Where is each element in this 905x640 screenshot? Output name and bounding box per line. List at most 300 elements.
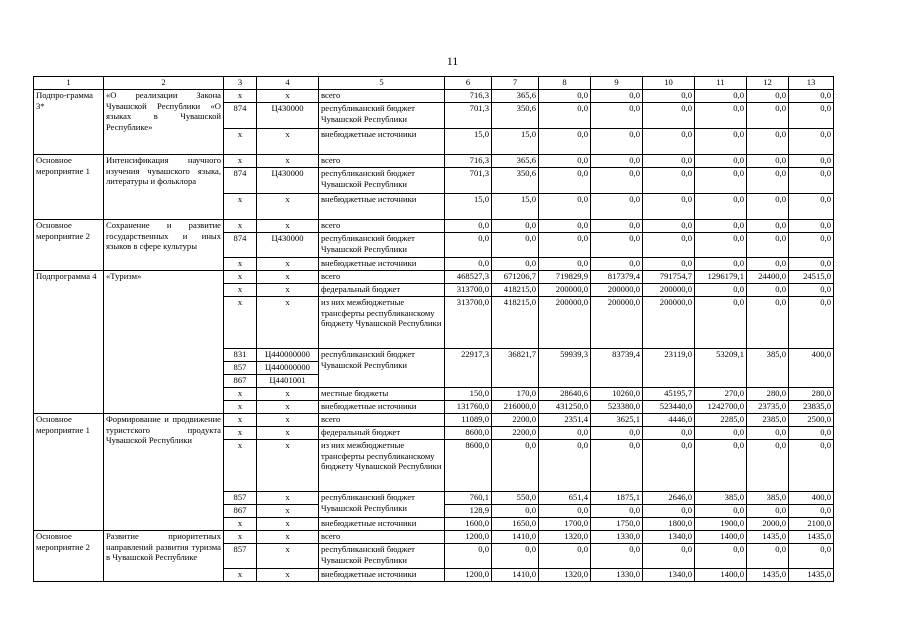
value-cell: 0,0 xyxy=(695,297,747,349)
classification-code-cell: Ц430000 xyxy=(257,233,319,258)
gov-code-cell: 874 xyxy=(224,103,257,129)
value-cell: 2385,0 xyxy=(747,414,789,427)
value-cell: 468527,3 xyxy=(445,271,492,284)
value-cell: 671206,7 xyxy=(492,271,539,284)
value-cell: 0,0 xyxy=(643,258,695,271)
gov-code-cell: 867 xyxy=(224,375,257,388)
value-cell: 0,0 xyxy=(747,129,789,155)
column-header: 2 xyxy=(104,77,224,90)
classification-code-cell: x xyxy=(257,155,319,168)
value-cell: 418215,0 xyxy=(492,284,539,297)
value-cell: 365,6 xyxy=(492,155,539,168)
value-cell: 550,0 xyxy=(492,492,539,505)
classification-code-cell: x xyxy=(257,194,319,220)
value-cell: 0,0 xyxy=(591,233,643,258)
value-cell: 400,0 xyxy=(789,492,834,505)
value-cell: 0,0 xyxy=(747,258,789,271)
value-cell: 0,0 xyxy=(695,155,747,168)
value-cell: 0,0 xyxy=(695,103,747,129)
value-cell: 0,0 xyxy=(643,220,695,233)
funding-source-cell: федеральный бюджет xyxy=(319,427,445,440)
value-cell: 0,0 xyxy=(591,194,643,220)
value-cell: 200000,0 xyxy=(643,284,695,297)
program-name-cell: Сохранение и развитие государственных и иных языков в сфере культуры xyxy=(104,220,224,271)
value-cell: 0,0 xyxy=(695,505,747,518)
value-cell: 0,0 xyxy=(747,544,789,569)
classification-code-cell: x xyxy=(257,297,319,349)
program-code-cell: Основное мероприятие 2 xyxy=(34,531,104,582)
value-cell: 431250,0 xyxy=(539,401,591,414)
value-cell: 270,0 xyxy=(695,388,747,401)
column-header: 6 xyxy=(445,77,492,90)
value-cell: 15,0 xyxy=(492,194,539,220)
value-cell: 400,0 xyxy=(789,349,834,388)
value-cell: 8600,0 xyxy=(445,427,492,440)
value-cell: 0,0 xyxy=(747,155,789,168)
classification-code-cell: x xyxy=(257,531,319,544)
value-cell: 0,0 xyxy=(539,155,591,168)
value-cell: 0,0 xyxy=(747,427,789,440)
value-cell: 0,0 xyxy=(591,258,643,271)
value-cell: 1296179,1 xyxy=(695,271,747,284)
value-cell: 716,3 xyxy=(445,155,492,168)
funding-source-cell: республиканский бюджет Чувашской Республики xyxy=(319,233,445,258)
table-row xyxy=(34,90,834,103)
value-cell: 651,4 xyxy=(539,492,591,505)
value-cell: 216000,0 xyxy=(492,401,539,414)
value-cell: 128,9 xyxy=(445,505,492,518)
value-cell: 0,0 xyxy=(789,258,834,271)
funding-source-cell: всего xyxy=(319,271,445,284)
funding-source-cell: всего xyxy=(319,155,445,168)
funding-source-cell: всего xyxy=(319,220,445,233)
classification-code-cell: x xyxy=(257,90,319,103)
value-cell: 0,0 xyxy=(789,220,834,233)
value-cell: 1410,0 xyxy=(492,531,539,544)
program-code-cell: Основное мероприятие 2 xyxy=(34,220,104,271)
gov-code-cell: 857 xyxy=(224,544,257,569)
gov-code-cell: x xyxy=(224,440,257,492)
value-cell: 1242700,0 xyxy=(695,401,747,414)
program-name-cell: Формирование и продвижение туристского продукта Чувашской Республики xyxy=(104,414,224,531)
page-number: 11 xyxy=(446,54,459,68)
value-cell: 0,0 xyxy=(789,168,834,194)
column-header: 7 xyxy=(492,77,539,90)
funding-source-cell: внебюджетные источники xyxy=(319,129,445,155)
value-cell: 1340,0 xyxy=(643,531,695,544)
value-cell: 280,0 xyxy=(747,388,789,401)
value-cell: 0,0 xyxy=(591,220,643,233)
value-cell: 24515,0 xyxy=(789,271,834,284)
value-cell: 0,0 xyxy=(539,440,591,492)
gov-code-cell: 867 xyxy=(224,505,257,518)
value-cell: 53209,1 xyxy=(695,349,747,388)
value-cell: 1600,0 xyxy=(445,518,492,531)
funding-source-cell: республиканский бюджет Чувашской Республики xyxy=(319,349,445,388)
classification-code-cell: x xyxy=(257,401,319,414)
value-cell: 1750,0 xyxy=(591,518,643,531)
value-cell: 1700,0 xyxy=(539,518,591,531)
gov-code-cell: x xyxy=(224,569,257,582)
value-cell: 36821,7 xyxy=(492,349,539,388)
value-cell: 200000,0 xyxy=(539,297,591,349)
value-cell: 0,0 xyxy=(789,129,834,155)
value-cell: 0,0 xyxy=(591,505,643,518)
value-cell: 10260,0 xyxy=(591,388,643,401)
value-cell: 0,0 xyxy=(695,194,747,220)
value-cell: 523440,0 xyxy=(643,401,695,414)
classification-code-cell: x xyxy=(257,492,319,505)
value-cell: 2285,0 xyxy=(695,414,747,427)
value-cell: 0,0 xyxy=(695,258,747,271)
classification-code-cell: x xyxy=(257,220,319,233)
value-cell: 1435,0 xyxy=(747,569,789,582)
value-cell: 0,0 xyxy=(591,103,643,129)
value-cell: 0,0 xyxy=(747,90,789,103)
gov-code-cell: x xyxy=(224,518,257,531)
value-cell: 1400,0 xyxy=(695,569,747,582)
value-cell: 0,0 xyxy=(492,220,539,233)
value-cell: 0,0 xyxy=(539,90,591,103)
value-cell: 0,0 xyxy=(747,505,789,518)
value-cell: 0,0 xyxy=(643,168,695,194)
value-cell: 200000,0 xyxy=(643,297,695,349)
value-cell: 0,0 xyxy=(445,220,492,233)
table-body xyxy=(34,90,834,582)
value-cell: 280,0 xyxy=(789,388,834,401)
gov-code-cell: 831 xyxy=(224,349,257,362)
column-header: 4 xyxy=(257,77,319,90)
value-cell: 0,0 xyxy=(747,440,789,492)
value-cell: 0,0 xyxy=(747,297,789,349)
program-name-cell: «О реализации Закона Чувашской Республики «О языках в Чувашской Республике» xyxy=(104,90,224,155)
column-header: 10 xyxy=(643,77,695,90)
value-cell: 0,0 xyxy=(695,233,747,258)
classification-code-cell: x xyxy=(257,271,319,284)
value-cell: 0,0 xyxy=(695,440,747,492)
value-cell: 365,6 xyxy=(492,90,539,103)
classification-code-cell: x xyxy=(257,427,319,440)
value-cell: 0,0 xyxy=(539,233,591,258)
value-cell: 350,6 xyxy=(492,103,539,129)
value-cell: 1435,0 xyxy=(789,569,834,582)
value-cell: 0,0 xyxy=(747,103,789,129)
classification-code-cell: x xyxy=(257,414,319,427)
value-cell: 15,0 xyxy=(492,129,539,155)
value-cell: 0,0 xyxy=(695,544,747,569)
value-cell: 22917,3 xyxy=(445,349,492,388)
program-name-cell: «Туризм» xyxy=(104,271,224,414)
value-cell: 0,0 xyxy=(591,168,643,194)
value-cell: 0,0 xyxy=(789,103,834,129)
classification-code-cell: Ц430000 xyxy=(257,168,319,194)
gov-code-cell: x xyxy=(224,258,257,271)
gov-code-cell: x xyxy=(224,401,257,414)
value-cell: 0,0 xyxy=(492,505,539,518)
gov-code-cell: 857 xyxy=(224,362,257,375)
classification-code-cell: x xyxy=(257,505,319,518)
gov-code-cell: x xyxy=(224,220,257,233)
classification-code-cell: x xyxy=(257,440,319,492)
value-cell: 0,0 xyxy=(789,194,834,220)
value-cell: 313700,0 xyxy=(445,297,492,349)
gov-code-cell: 874 xyxy=(224,168,257,194)
classification-code-cell: Ц4401001 xyxy=(257,375,319,388)
table-row xyxy=(34,531,834,544)
gov-code-cell: x xyxy=(224,388,257,401)
value-cell: 1900,0 xyxy=(695,518,747,531)
value-cell: 0,0 xyxy=(445,258,492,271)
funding-source-cell: из них межбюджетные трансферты республиканскому бюджету Чувашской Республики xyxy=(319,297,445,349)
column-header: 11 xyxy=(695,77,747,90)
value-cell: 0,0 xyxy=(789,155,834,168)
value-cell: 0,0 xyxy=(695,284,747,297)
classification-code-cell: Ц430000 xyxy=(257,103,319,129)
value-cell: 760,1 xyxy=(445,492,492,505)
funding-source-cell: местные бюджеты xyxy=(319,388,445,401)
classification-code-cell: x xyxy=(257,544,319,569)
value-cell: 0,0 xyxy=(591,544,643,569)
value-cell: 200000,0 xyxy=(539,284,591,297)
value-cell: 0,0 xyxy=(591,440,643,492)
value-cell: 0,0 xyxy=(695,90,747,103)
table-row xyxy=(34,155,834,168)
value-cell: 0,0 xyxy=(747,168,789,194)
value-cell: 0,0 xyxy=(539,544,591,569)
value-cell: 350,6 xyxy=(492,168,539,194)
column-header: 12 xyxy=(747,77,789,90)
value-cell: 0,0 xyxy=(539,103,591,129)
program-name-cell: Развитие приоритетных направлений развития туризма в Чувашской Республике xyxy=(104,531,224,582)
gov-code-cell: x xyxy=(224,531,257,544)
value-cell: 0,0 xyxy=(539,258,591,271)
funding-source-cell: всего xyxy=(319,414,445,427)
value-cell: 0,0 xyxy=(643,544,695,569)
funding-source-cell: внебюджетные источники xyxy=(319,258,445,271)
value-cell: 1330,0 xyxy=(591,569,643,582)
value-cell: 45195,7 xyxy=(643,388,695,401)
value-cell: 131760,0 xyxy=(445,401,492,414)
value-cell: 11089,0 xyxy=(445,414,492,427)
value-cell: 2500,0 xyxy=(789,414,834,427)
value-cell: 0,0 xyxy=(539,194,591,220)
value-cell: 385,0 xyxy=(747,492,789,505)
value-cell: 0,0 xyxy=(789,427,834,440)
gov-code-cell: x xyxy=(224,155,257,168)
value-cell: 200000,0 xyxy=(591,297,643,349)
column-header: 8 xyxy=(539,77,591,90)
gov-code-cell: x xyxy=(224,414,257,427)
value-cell: 0,0 xyxy=(492,233,539,258)
value-cell: 1800,0 xyxy=(643,518,695,531)
value-cell: 1320,0 xyxy=(539,531,591,544)
funding-source-cell: внебюджетные источники xyxy=(319,518,445,531)
value-cell: 15,0 xyxy=(445,129,492,155)
value-cell: 418215,0 xyxy=(492,297,539,349)
value-cell: 0,0 xyxy=(591,129,643,155)
value-cell: 0,0 xyxy=(539,220,591,233)
value-cell: 0,0 xyxy=(643,90,695,103)
value-cell: 385,0 xyxy=(747,349,789,388)
gov-code-cell: x xyxy=(224,90,257,103)
funding-source-cell: всего xyxy=(319,531,445,544)
value-cell: 0,0 xyxy=(445,544,492,569)
value-cell: 2200,0 xyxy=(492,427,539,440)
value-cell: 0,0 xyxy=(643,194,695,220)
gov-code-cell: x xyxy=(224,129,257,155)
value-cell: 3625,1 xyxy=(591,414,643,427)
table-header-row xyxy=(34,77,834,90)
gov-code-cell: 857 xyxy=(224,492,257,505)
gov-code-cell: x xyxy=(224,284,257,297)
classification-code-cell: x xyxy=(257,129,319,155)
value-cell: 0,0 xyxy=(539,129,591,155)
value-cell: 2351,4 xyxy=(539,414,591,427)
column-header: 1 xyxy=(34,77,104,90)
funding-source-cell: всего xyxy=(319,90,445,103)
value-cell: 0,0 xyxy=(643,233,695,258)
classification-code-cell: x xyxy=(257,258,319,271)
value-cell: 83739,4 xyxy=(591,349,643,388)
value-cell: 23119,0 xyxy=(643,349,695,388)
value-cell: 0,0 xyxy=(643,440,695,492)
value-cell: 0,0 xyxy=(747,220,789,233)
value-cell: 0,0 xyxy=(789,233,834,258)
gov-code-cell: x xyxy=(224,297,257,349)
classification-code-cell: x xyxy=(257,388,319,401)
value-cell: 1340,0 xyxy=(643,569,695,582)
funding-source-cell: республиканский бюджет Чувашской Республики xyxy=(319,103,445,129)
value-cell: 0,0 xyxy=(492,544,539,569)
value-cell: 15,0 xyxy=(445,194,492,220)
value-cell: 4446,0 xyxy=(643,414,695,427)
classification-code-cell: Ц440000000 xyxy=(257,362,319,375)
value-cell: 385,0 xyxy=(695,492,747,505)
value-cell: 716,3 xyxy=(445,90,492,103)
value-cell: 0,0 xyxy=(643,129,695,155)
value-cell: 313700,0 xyxy=(445,284,492,297)
value-cell: 0,0 xyxy=(591,90,643,103)
table-row xyxy=(34,271,834,284)
funding-source-cell: внебюджетные источники xyxy=(319,401,445,414)
funding-source-cell: внебюджетные источники xyxy=(319,194,445,220)
table-row xyxy=(34,414,834,427)
value-cell: 1435,0 xyxy=(747,531,789,544)
value-cell: 0,0 xyxy=(747,233,789,258)
program-code-cell: Подпро-грамма 3* xyxy=(34,90,104,155)
value-cell: 1650,0 xyxy=(492,518,539,531)
budget-table xyxy=(33,76,834,582)
value-cell: 2100,0 xyxy=(789,518,834,531)
column-header: 5 xyxy=(319,77,445,90)
value-cell: 28640,6 xyxy=(539,388,591,401)
value-cell: 719829,9 xyxy=(539,271,591,284)
value-cell: 0,0 xyxy=(789,440,834,492)
value-cell: 0,0 xyxy=(695,168,747,194)
classification-code-cell: Ц440000000 xyxy=(257,349,319,362)
program-code-cell: Основное мероприятие 1 xyxy=(34,414,104,531)
value-cell: 0,0 xyxy=(539,505,591,518)
funding-source-cell: республиканский бюджет Чувашской Республики xyxy=(319,544,445,569)
value-cell: 1435,0 xyxy=(789,531,834,544)
gov-code-cell: x xyxy=(224,271,257,284)
value-cell: 23735,0 xyxy=(747,401,789,414)
column-header: 9 xyxy=(591,77,643,90)
value-cell: 0,0 xyxy=(539,168,591,194)
value-cell: 0,0 xyxy=(492,440,539,492)
value-cell: 1320,0 xyxy=(539,569,591,582)
value-cell: 2200,0 xyxy=(492,414,539,427)
value-cell: 0,0 xyxy=(591,427,643,440)
value-cell: 0,0 xyxy=(643,155,695,168)
value-cell: 0,0 xyxy=(789,90,834,103)
value-cell: 1410,0 xyxy=(492,569,539,582)
value-cell: 1330,0 xyxy=(591,531,643,544)
funding-source-cell: внебюджетные источники xyxy=(319,569,445,582)
classification-code-cell: x xyxy=(257,569,319,582)
value-cell: 1400,0 xyxy=(695,531,747,544)
value-cell: 0,0 xyxy=(591,155,643,168)
value-cell: 0,0 xyxy=(789,284,834,297)
value-cell: 0,0 xyxy=(445,233,492,258)
gov-code-cell: 874 xyxy=(224,233,257,258)
column-header: 3 xyxy=(224,77,257,90)
value-cell: 2000,0 xyxy=(747,518,789,531)
value-cell: 1200,0 xyxy=(445,569,492,582)
gov-code-cell: x xyxy=(224,194,257,220)
value-cell: 150,0 xyxy=(445,388,492,401)
value-cell: 791754,7 xyxy=(643,271,695,284)
value-cell: 0,0 xyxy=(695,220,747,233)
value-cell: 0,0 xyxy=(789,505,834,518)
value-cell: 523380,0 xyxy=(591,401,643,414)
value-cell: 0,0 xyxy=(492,258,539,271)
value-cell: 1200,0 xyxy=(445,531,492,544)
value-cell: 0,0 xyxy=(695,427,747,440)
value-cell: 0,0 xyxy=(695,129,747,155)
value-cell: 0,0 xyxy=(789,544,834,569)
value-cell: 170,0 xyxy=(492,388,539,401)
value-cell: 23835,0 xyxy=(789,401,834,414)
value-cell: 8600,0 xyxy=(445,440,492,492)
classification-code-cell: x xyxy=(257,284,319,297)
value-cell: 701,3 xyxy=(445,103,492,129)
value-cell: 0,0 xyxy=(643,505,695,518)
value-cell: 1875,1 xyxy=(591,492,643,505)
value-cell: 0,0 xyxy=(789,297,834,349)
value-cell: 200000,0 xyxy=(591,284,643,297)
value-cell: 817379,4 xyxy=(591,271,643,284)
funding-source-cell: федеральный бюджет xyxy=(319,284,445,297)
program-name-cell: Интенсификация научного изучения чувашского языка, литературы и фольклора xyxy=(104,155,224,220)
value-cell: 0,0 xyxy=(747,284,789,297)
value-cell: 0,0 xyxy=(539,427,591,440)
value-cell: 0,0 xyxy=(643,103,695,129)
program-code-cell: Подпрограмма 4 xyxy=(34,271,104,414)
value-cell: 0,0 xyxy=(643,427,695,440)
value-cell: 24400,0 xyxy=(747,271,789,284)
value-cell: 701,3 xyxy=(445,168,492,194)
column-header: 13 xyxy=(789,77,834,90)
funding-source-cell: республиканский бюджет Чувашской Республики xyxy=(319,168,445,194)
value-cell: 59939,3 xyxy=(539,349,591,388)
table-row xyxy=(34,220,834,233)
classification-code-cell: x xyxy=(257,518,319,531)
gov-code-cell: x xyxy=(224,427,257,440)
value-cell: 0,0 xyxy=(747,194,789,220)
program-code-cell: Основное мероприятие 1 xyxy=(34,155,104,220)
funding-source-cell: республиканский бюджет Чувашской Республики xyxy=(319,492,445,518)
